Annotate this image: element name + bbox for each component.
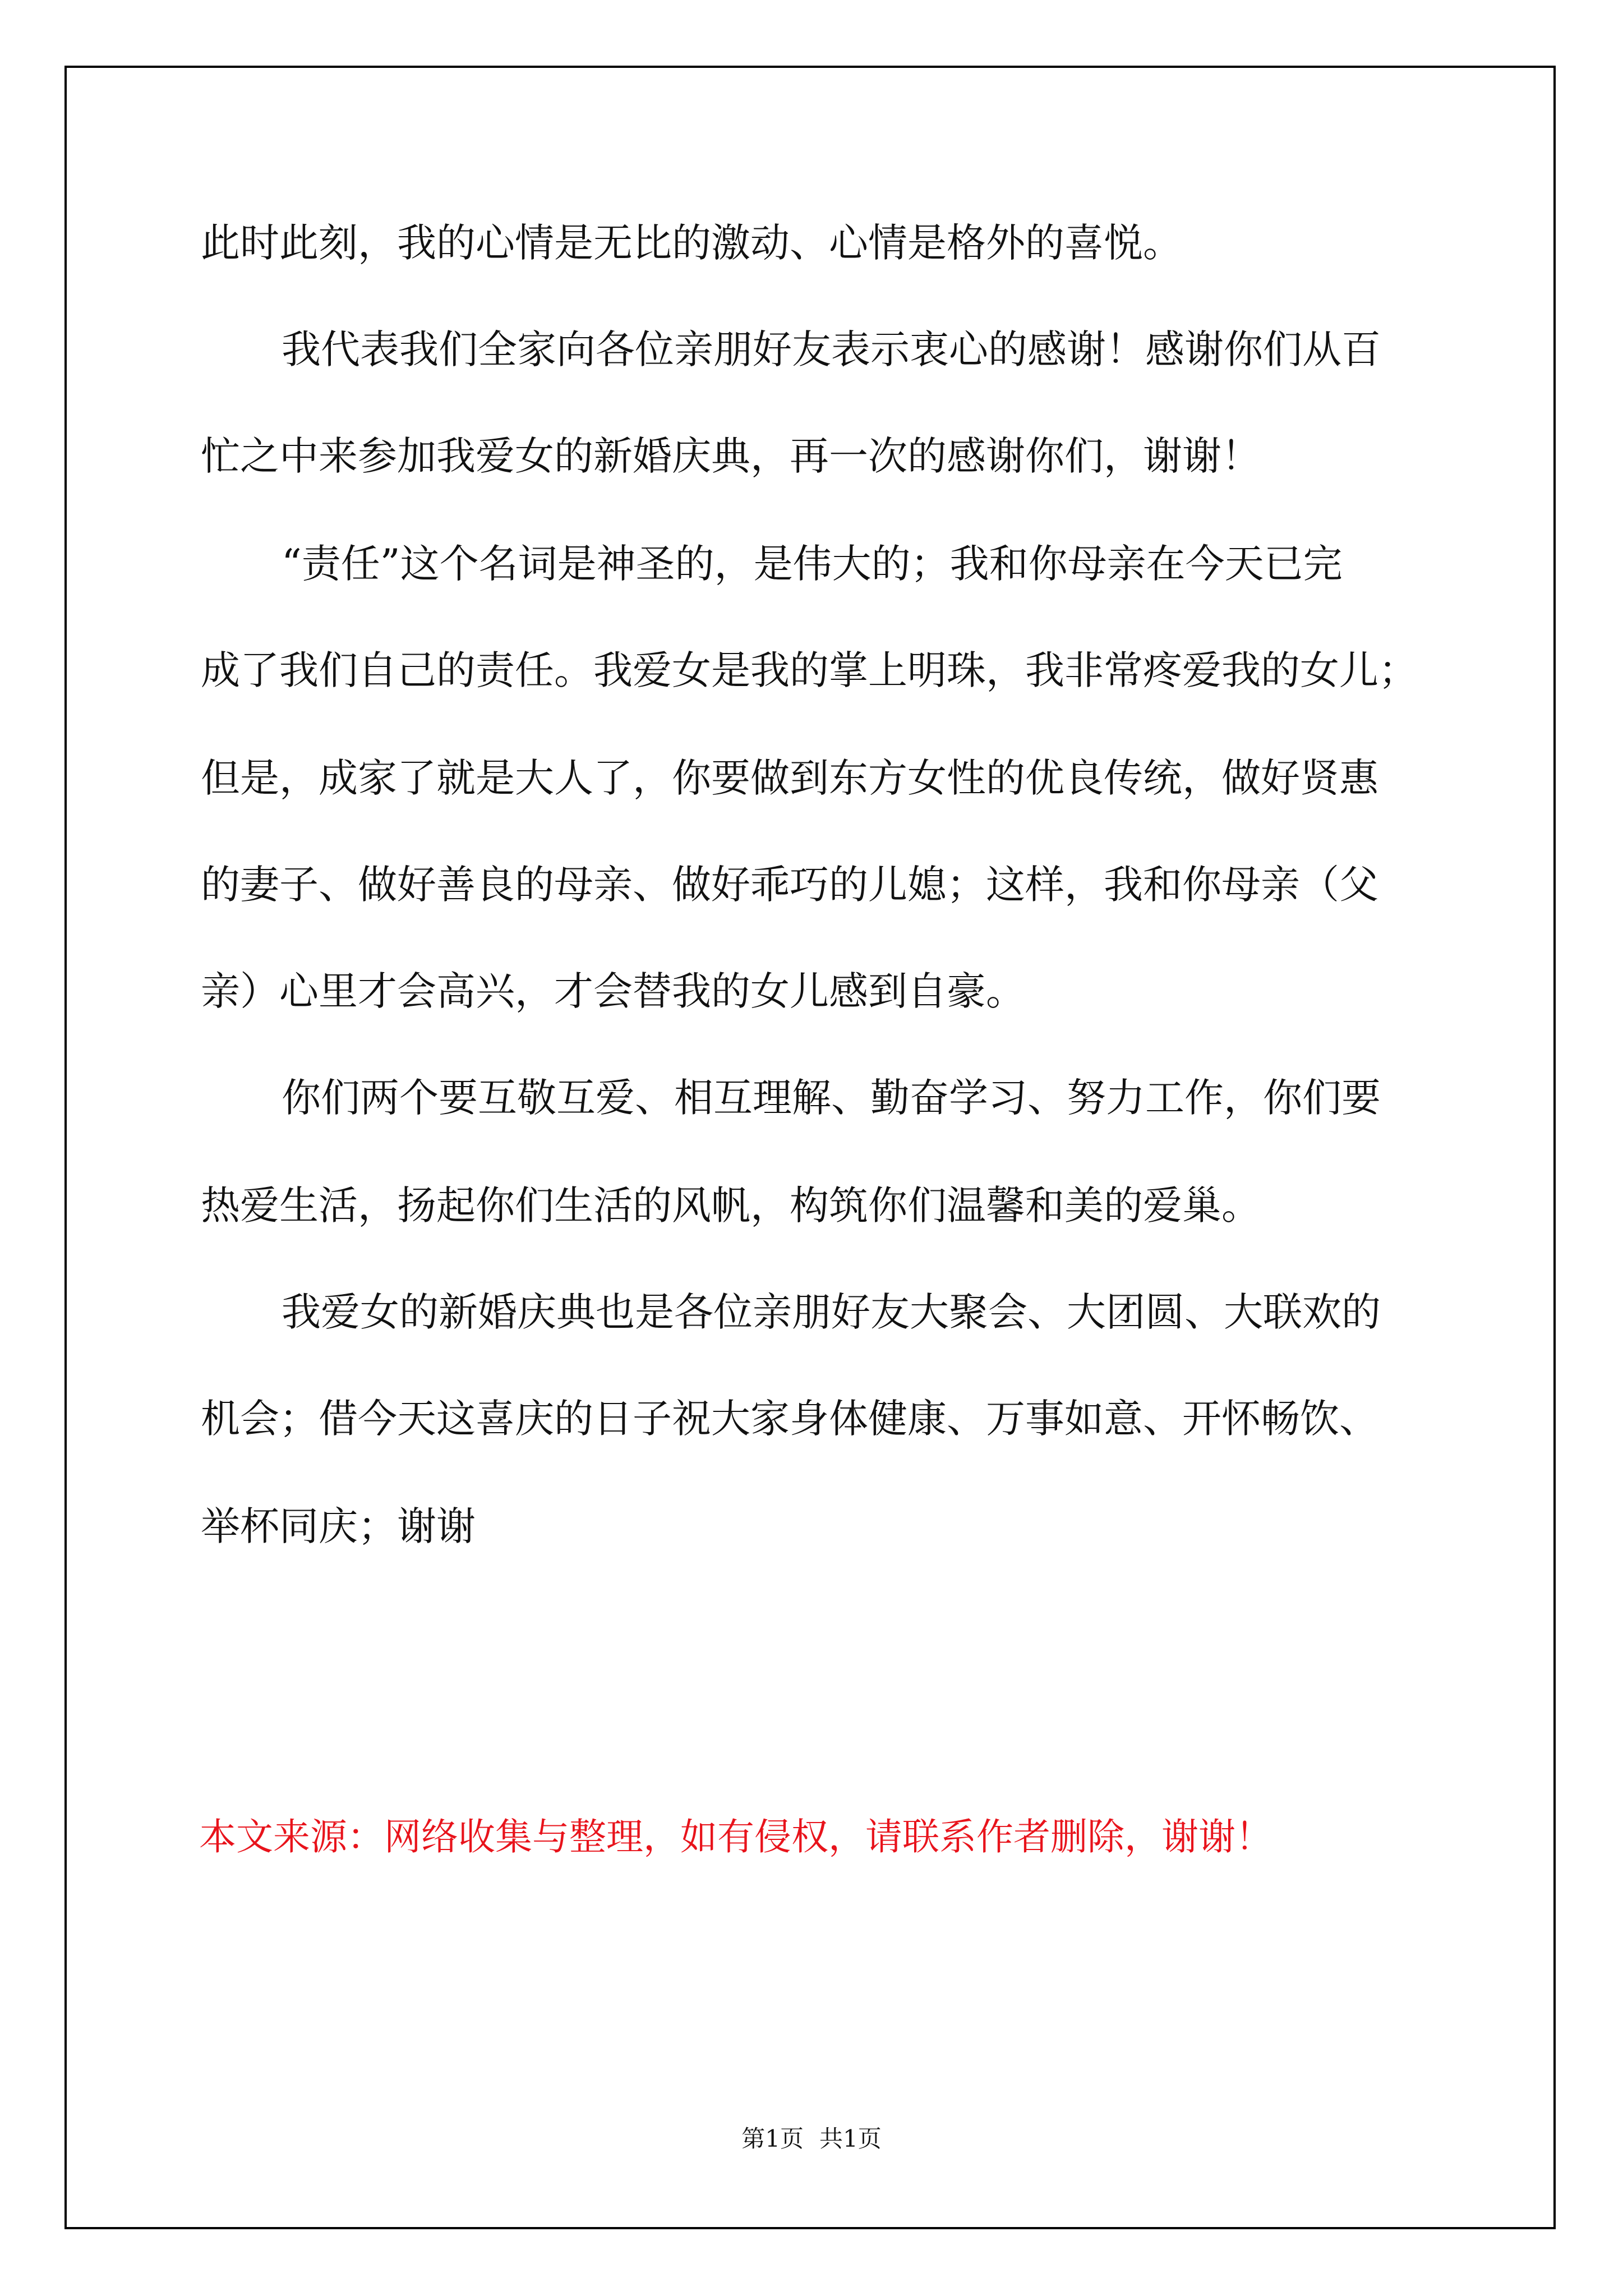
paragraph-5-line-2: 机会；借今天这喜庆的日子祝大家身体健康、万事如意、开怀畅饮、 [201, 1396, 1378, 1442]
page-number-total: 共1页 [819, 2125, 882, 2152]
source-note: 本文来源：网络收集与整理，如有侵权，请联系作者删除，谢谢！ [199, 1815, 1272, 1858]
paragraph-1-line-1: 此时此刻，我的心情是无比的激动、心情是格外的喜悦。 [201, 220, 1182, 266]
paragraph-5-line-3: 举杯同庆；谢谢 [201, 1503, 476, 1549]
paragraph-4-line-2: 热爱生活，扬起你们生活的风帆，构筑你们温馨和美的爱巢。 [201, 1182, 1261, 1228]
paragraph-3-line-2: 成了我们自己的责任。我爱女是我的掌上明珠，我非常疼爱我的女儿； [201, 647, 1418, 693]
paragraph-3-line-3: 但是，成家了就是大人了，你要做到东方女性的优良传统，做好贤惠 [201, 755, 1378, 801]
paragraph-5-line-1: 我爱女的新婚庆典也是各位亲朋好友大聚会、大团圆、大联欢的 [282, 1289, 1381, 1335]
paragraph-3-line-4: 的妻子、做好善良的母亲、做好乖巧的儿媳；这样，我和你母亲（父 [201, 862, 1378, 908]
page-number-current: 第1页 [741, 2125, 804, 2152]
paragraph-2-line-2: 忙之中来参加我爱女的新婚庆典，再一次的感谢你们，谢谢！ [201, 433, 1261, 479]
paragraph-3-line-5: 亲）心里才会高兴，才会替我的女儿感到自豪。 [201, 968, 1025, 1014]
paragraph-2-line-1: 我代表我们全家向各位亲朋好友表示衷心的感谢！感谢你们从百 [282, 326, 1381, 372]
paragraph-3-line-1: “责任”这个名词是神圣的，是伟大的；我和你母亲在今天已完 [282, 541, 1343, 587]
paragraph-4-line-1: 你们两个要互敬互爱、相互理解、勤奋学习、努力工作，你们要 [282, 1075, 1381, 1121]
page-footer [0, 2122, 1623, 2156]
page-border [64, 66, 1556, 2229]
